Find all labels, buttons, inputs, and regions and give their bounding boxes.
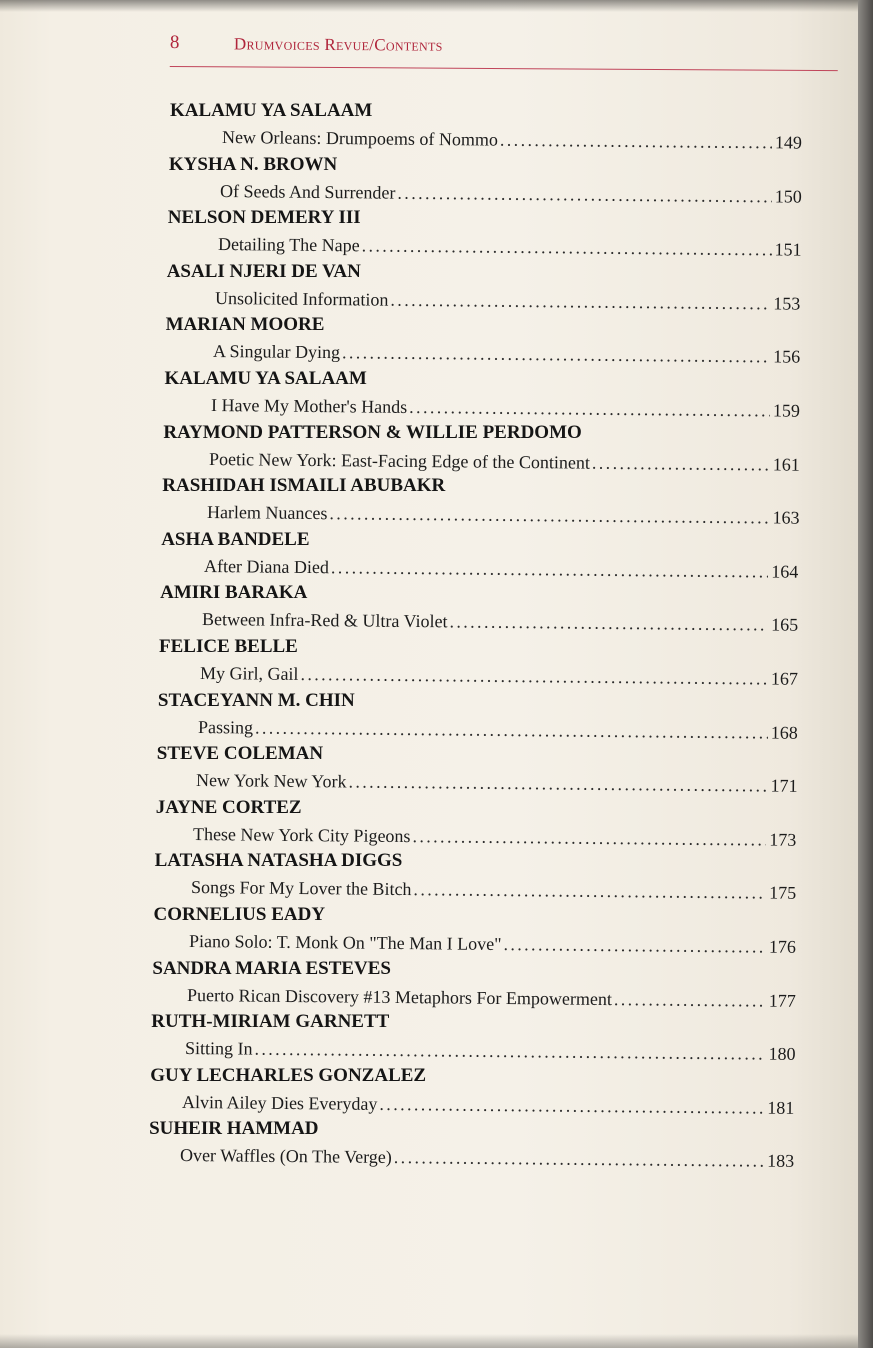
entry-author: LATASHA NATASHA DIGGS <box>154 850 403 872</box>
dot-leader <box>391 289 771 314</box>
entry-page-number: 181 <box>767 1097 795 1118</box>
entry-author: MARIAN MOORE <box>165 314 325 336</box>
entry-line <box>193 824 797 851</box>
dot-leader <box>254 1039 765 1065</box>
entry-title: Sitting In <box>184 1038 253 1059</box>
dot-leader <box>348 772 767 797</box>
entry-page-number: 164 <box>771 561 799 582</box>
entry-page-number: 173 <box>769 829 797 850</box>
page-header <box>170 28 840 76</box>
dot-leader <box>255 717 768 743</box>
entry-author: FELICE BELLE <box>159 636 298 657</box>
entry-title: New Orleans: Drumpoems of Nommo <box>221 127 499 150</box>
entry-title: I Have My Mother's Hands <box>210 395 408 417</box>
entry-author: RUTH-MIRIAM GARNETT <box>151 1011 390 1033</box>
entry-page-number: 183 <box>767 1151 795 1172</box>
entry-title: Piano Solo: T. Monk On "The Man I Love" <box>188 931 502 954</box>
entry-page-number: 177 <box>768 990 796 1011</box>
entry-line <box>217 234 801 261</box>
entry-page-number: 161 <box>772 454 800 475</box>
entry-author: KYSHA N. BROWN <box>168 153 338 175</box>
entry-author: SUHEIR HAMMAD <box>149 1118 319 1140</box>
entry-author: STACEYANN M. CHIN <box>157 689 355 711</box>
entry-author: JAYNE CORTEZ <box>155 796 302 818</box>
page-number: 8 <box>169 31 180 54</box>
entry-page-number: 165 <box>771 614 799 636</box>
entry-page-number: 171 <box>770 775 798 796</box>
entry-page-number: 175 <box>769 882 797 904</box>
entry-page-number: 151 <box>774 239 802 260</box>
dot-leader <box>614 989 766 1011</box>
entry-page-number: 176 <box>768 936 797 957</box>
entry-title: Between Infra-Red & Ultra Violet <box>202 609 448 632</box>
entry-author: KALAMU YA SALAAM <box>170 100 373 121</box>
dot-leader <box>503 934 766 958</box>
entry-page-number: 149 <box>774 132 803 153</box>
entry-author: ASHA BANDELE <box>161 528 310 550</box>
entry-page-number: 156 <box>773 346 801 368</box>
dot-leader <box>409 397 770 421</box>
entry-page-number: 180 <box>768 1043 796 1065</box>
dot-leader <box>331 557 769 582</box>
entry-page-number: 163 <box>772 507 800 528</box>
entry-author: RASHIDAH ISMAILI ABUBAKR <box>162 475 446 497</box>
dot-leader <box>413 826 767 850</box>
entry-author: AMIRI BARAKA <box>160 582 308 604</box>
page-bottom-shadow <box>0 1334 858 1348</box>
entry-title: Poetic New York: East-Facing Edge of the Continent <box>208 448 590 473</box>
dot-leader <box>380 1094 765 1119</box>
header-rule <box>170 66 838 71</box>
dot-leader <box>329 503 769 528</box>
entry-author: KALAMU YA SALAAM <box>164 368 367 389</box>
entry-title: These New York City Pigeons <box>193 823 411 846</box>
running-head: Drumvoices Revue/Contents <box>233 34 443 55</box>
entry-page-number: 159 <box>772 400 801 421</box>
entry-title: New York New York <box>195 770 347 792</box>
entry-title: Unsolicited Information <box>215 287 389 310</box>
entry-title: A Singular Dying <box>213 341 341 363</box>
entry-line <box>211 395 800 422</box>
entry-line <box>202 609 798 636</box>
entry-author: SANDRA MARIA ESTEVES <box>152 957 392 979</box>
entry-line <box>180 1145 794 1172</box>
spine-shadow <box>858 0 873 1348</box>
entry-title: My Girl, Gail <box>199 663 299 684</box>
entry-line <box>220 181 802 208</box>
entry-author: CORNELIUS EADY <box>153 904 326 925</box>
entry-title: After Diana Died <box>204 555 330 577</box>
entry-author: ASALI NJERI DE VAN <box>166 260 361 282</box>
dot-leader <box>397 182 772 207</box>
entry-line <box>195 770 797 797</box>
entry-title: Puerto Rican Discovery #13 Metaphors For Empowerment <box>186 984 612 1009</box>
entry-page-number: 167 <box>770 668 799 689</box>
entry-title: Over Waffles (On The Verge) <box>180 1145 393 1168</box>
dot-leader <box>592 452 770 475</box>
entry-line <box>206 502 799 529</box>
dot-leader <box>500 130 772 154</box>
entry-line <box>209 449 800 476</box>
entry-line <box>215 288 801 315</box>
entry-author: NELSON DEMERY III <box>167 207 361 229</box>
entry-line <box>191 877 796 904</box>
entry-line <box>187 985 796 1012</box>
entry-author: STEVE COLEMAN <box>156 743 324 765</box>
dot-leader <box>361 236 771 261</box>
dot-leader <box>300 664 768 689</box>
entry-line <box>189 931 796 958</box>
entry-title: Harlem Nuances <box>206 502 328 524</box>
entry-author: RAYMOND PATTERSON & WILLIE PERDOMO <box>163 421 582 443</box>
entry-author: GUY LECHARLES GONZALEZ <box>150 1064 427 1086</box>
entry-line <box>213 341 800 368</box>
entry-title: Songs For My Lover the Bitch <box>191 877 412 900</box>
entry-title: Passing <box>197 716 253 738</box>
entry-title: Alvin Ailey Dies Everyday <box>182 1091 378 1114</box>
entry-line <box>200 663 798 690</box>
entry-line <box>204 556 799 583</box>
dot-leader <box>450 612 769 636</box>
entry-line <box>222 127 802 154</box>
entry-line <box>198 717 798 744</box>
entry-page-number: 168 <box>770 722 798 743</box>
entry-title: Detailing The Nape <box>217 234 360 256</box>
entry-title: Of Seeds And Surrender <box>219 180 396 203</box>
entry-page-number: 153 <box>773 293 801 314</box>
dot-leader <box>414 880 767 904</box>
page-top-shadow <box>0 0 858 12</box>
dot-leader <box>342 343 770 368</box>
entry-line <box>182 1092 795 1119</box>
dot-leader <box>394 1147 765 1172</box>
entry-page-number: 150 <box>774 185 802 207</box>
entry-line <box>184 1038 795 1065</box>
